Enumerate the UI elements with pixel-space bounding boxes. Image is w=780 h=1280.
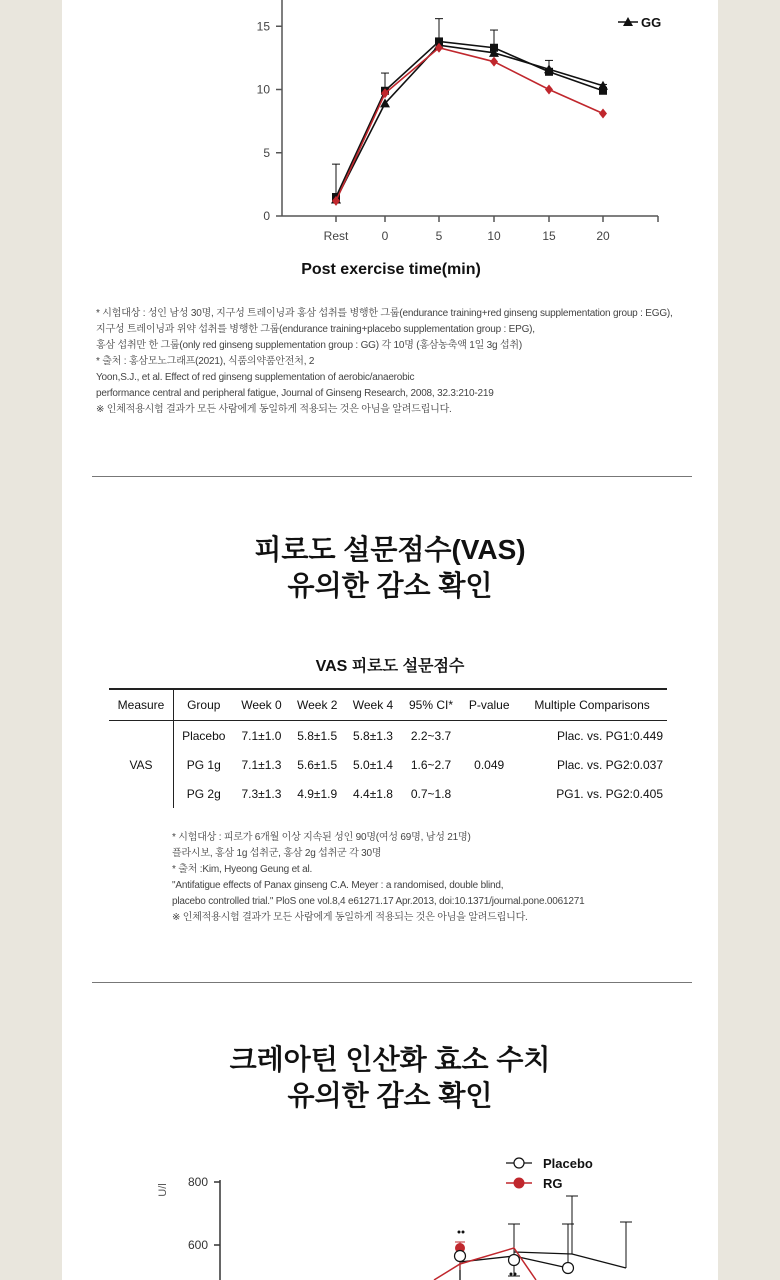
footnote-line: ※ 인체적용시험 결과가 모든 사람에게 동일하게 적용되는 것은 아님을 알려드립니다. [96,404,452,415]
chart2-ytick-label: 600 [187,1238,208,1252]
chart1-series [331,19,608,206]
table-row [109,779,667,808]
chart1-point-2 [490,57,498,67]
chart1-ytick-label: 15 [256,19,270,34]
table-cell: PG 2g [186,786,221,801]
table-cell: 5.8±1.3 [353,728,393,743]
footnote-line: * 출처 : 홍삼모노그래프(2021), 식품의약품안전처, 2 [96,356,315,367]
table-row [109,750,667,779]
page [62,0,718,1280]
chart2-yaxis-title: U/l [157,1183,169,1197]
chart1-series-line-1 [336,45,603,199]
column-header: 95% CI* [401,689,461,721]
chart1-xtick-label: 0 [381,229,389,243]
chart1-point-2 [599,109,607,119]
section-divider [92,982,692,983]
column-header: P-value [461,689,517,721]
table-cell: 5.0±1.4 [353,757,393,772]
column-header: Multiple Comparisons [517,689,667,721]
table-cell: 1.6~2.7 [410,757,452,772]
p-value-cell: 0.049 [474,757,505,772]
footnote-line: * 출처 :Kim, Hyeong Geung et al. [172,864,313,875]
chart1-xtick-label: Rest [323,229,349,243]
chart1-legend [618,15,661,30]
table-cell: Plac. vs. PG1:0.449 [556,728,663,743]
chart1-xaxis-title: Post exercise time(min) [301,261,481,278]
footnote-line: placebo controlled trial." PloS one vol.8,4 e61271.17 Apr.2013, doi:10.1371/journal.pone.0061271 [172,896,585,907]
ck-section-heading [62,1042,718,1114]
chart1-xtick-label: 15 [542,229,556,243]
table-cell: 5.8±1.5 [297,728,338,743]
heading-line: 유의한 감소 확인 [287,1080,493,1111]
chart1-axes [257,0,658,243]
lactate-line-chart [62,0,718,290]
table-cell: 7.1±1.3 [241,757,282,772]
legend-label-placebo: Placebo [543,1156,593,1171]
chart1-xtick-label: 10 [487,229,501,243]
table-cell: 7.1±1.0 [241,728,282,743]
heading-line: 크레아틴 인산화 효소 수치 [229,1044,551,1075]
legend-marker-placebo [514,1158,524,1168]
footnote-line: 지구성 트레이닝과 위약 섭취를 병행한 그룹(endurance training+placebo supplementation group : EPG), [96,324,535,335]
heading-line: 유의한 감소 확인 [287,570,493,601]
column-header: Group [174,689,234,721]
table-cell: PG 1g [186,757,221,772]
measure-cell: VAS [109,721,174,809]
placebo-series-line [460,1256,514,1280]
chart1-xtick-label: 20 [596,229,610,243]
footnote-line: "Antifatigue effects of Panax ginseng C.A. Meyer : a randomised, double blind, [172,880,504,891]
vas-section-heading [62,532,718,604]
chart1-footnotes [96,306,673,418]
legend-marker-rg [514,1178,524,1188]
table-cell: 2.2~3.7 [410,728,452,743]
placebo-series-line [572,1254,626,1268]
table-cell: 7.3±1.3 [241,786,282,801]
table-header-row [109,689,667,721]
placebo-series-line [514,1256,568,1268]
placebo-point [509,1255,520,1266]
column-header: Week 0 [234,689,290,721]
footnote-line: * 시험대상 : 성인 남성 30명, 지구성 트레이닝과 홍삼 섭취를 병행한 그룹(endurance training+red ginseng supplementation group : EGG), [96,308,673,319]
significance-marker [510,1273,513,1276]
chart1-ytick-label: 0 [263,209,270,223]
vas-footnotes [172,830,584,926]
table-cell: 5.6±1.5 [297,757,338,772]
placebo-point [563,1263,574,1274]
footnote-line: Yoon,S.J., et al. Effect of red ginseng supplementation of aerobic/anaerobic [96,372,415,383]
chart1-legend-label-gg: GG [641,15,662,30]
chart1-series-line-2 [336,48,603,201]
chart1-ytick-label: 10 [256,82,270,97]
heading-line: 피로도 설문점수(VAS) [254,534,526,565]
chart2-ytick-label: 800 [187,1175,208,1189]
footnote-line: * 시험대상 : 피로가 6개월 이상 지속된 성인 90명(여성 69명, 남성 21명) [172,832,471,843]
table-cell: 0.7~1.8 [410,786,452,801]
chart1-xtick-label: 5 [435,229,443,243]
placebo-series-line [514,1252,572,1254]
column-header: Measure [109,689,174,721]
significance-marker [514,1273,517,1276]
significance-marker [462,1231,465,1234]
ck-line-chart [62,1140,718,1280]
footnote-line: performance central and peripheral fatigue, Journal of Ginseng Research, 2008, 32.3:210-219 [96,388,494,399]
footnote-line: 홍삼 섭취만 한 그룹(only red ginseng supplementation group : GG) 각 10명 (홍삼농축액 1일 3g 섭취) [96,340,523,351]
column-header: Week 4 [345,689,401,721]
placebo-point [455,1251,466,1262]
table-row [109,721,667,751]
table-cell: 4.9±1.9 [297,786,338,801]
table-cell: PG1. vs. PG2:0.405 [556,786,663,801]
significance-marker [458,1231,461,1234]
table-cell: 4.4±1.8 [353,786,393,801]
legend-label-rg: RG [543,1176,563,1191]
section-divider [92,476,692,477]
table-cell: Plac. vs. PG2:0.037 [556,757,663,772]
vas-table [109,688,667,808]
footnote-line: 플라시보, 홍삼 1g 섭취군, 홍삼 2g 섭취군 각 30명 [172,848,382,859]
chart1-point-2 [545,85,553,95]
chart1-ytick-label: 5 [263,145,270,160]
column-header: Week 2 [289,689,345,721]
footnote-line: ※ 인체적용시험 결과가 모든 사람에게 동일하게 적용되는 것은 아님을 알려드립니다. [172,912,528,923]
table-cell: Placebo [182,728,226,743]
vas-table-title: VAS 피로도 설문점수 [315,658,465,675]
